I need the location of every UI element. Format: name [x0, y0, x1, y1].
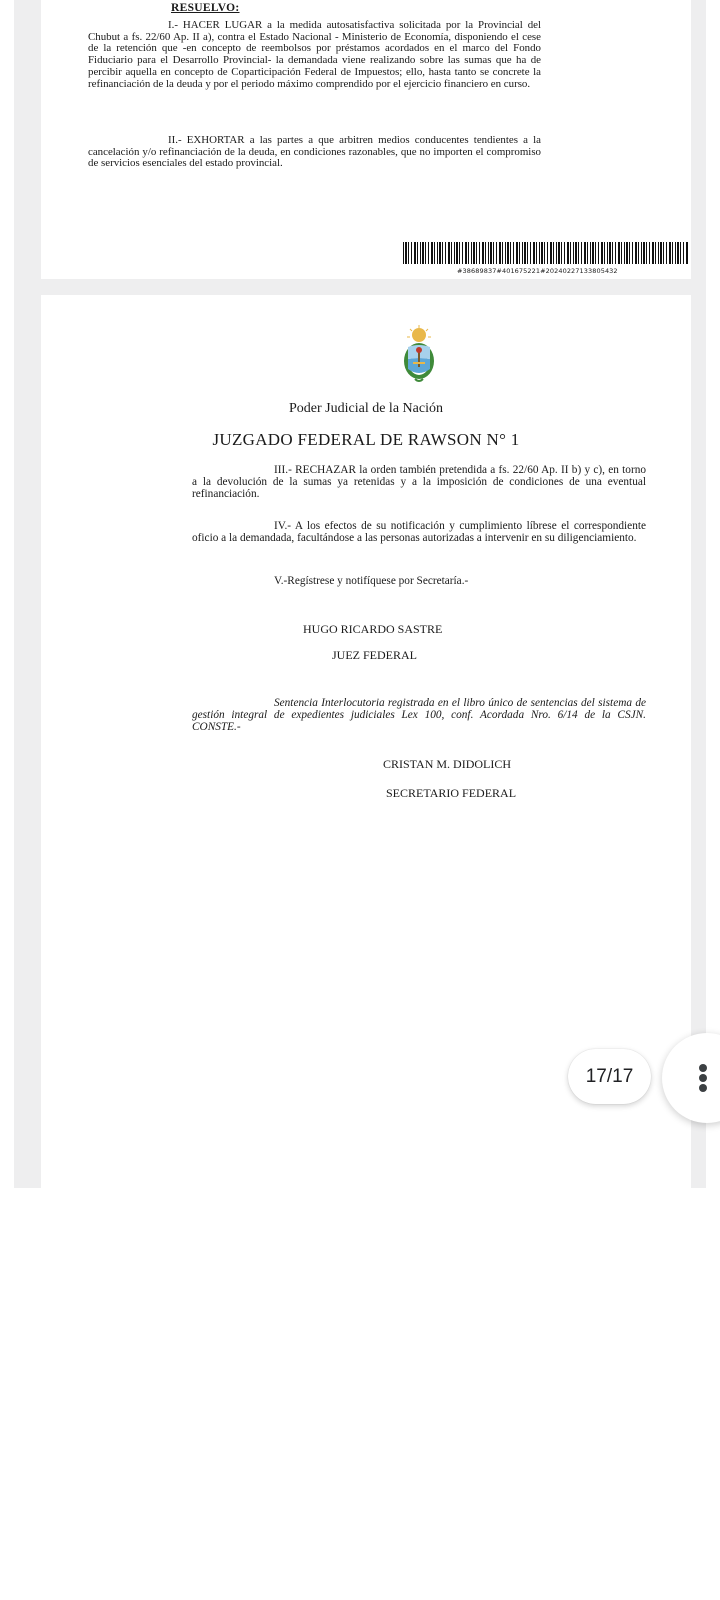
more-vert-icon [699, 1064, 707, 1072]
secretary-name: CRISTAN M. DIDOLICH [383, 757, 512, 771]
document-page-16 [41, 0, 691, 279]
barcode [403, 242, 688, 264]
paragraph-v: V.-Regístrese y notifíquese por Secretaría.- [274, 575, 469, 587]
barcode-number: #38689837#401675221#20240227133805432 [457, 267, 618, 275]
paragraph-iii: III.- RECHAZAR la orden también pretendida a fs. 22/60 Ap. II b) y c), en torno a la devolución de la sumas ya retenidas y a la imposición de condiciones de una eventual refinanciación. [192, 464, 646, 500]
secretary-title: SECRETARIO FEDERAL [386, 786, 517, 800]
more-vert-icon-dot [699, 1084, 707, 1092]
paragraph-i: I.- HACER LUGAR a la medida autosatisfactiva solicitada por la Provincial del Chubut a fs. 22/60 Ap. II a), contra el Estado Nacional - Ministerio de Economía, disponiendo el cese de la retención que -en concepto de reembolsos por préstamos acordados en el marco del Fondo Fiduciario para el Desarrollo Provincial- la demandada viene realizando sobre las sumas que ha de percibir aquella en concepto de Coparticipación Federal de Impuestos; ello, hasta tanto se concrete la refinanciación de la deuda y por el periodo máximo comprendido por el ejercicio financiero en curso. [88, 19, 541, 90]
court-name: Poder Judicial de la Nación [289, 401, 443, 416]
paragraph-iv: IV.- A los efectos de su notificación y cumplimiento líbrese el correspondiente oficio a la demandada, facultándose a las personas autorizadas a intervenir en su diligenciamiento. [192, 520, 646, 544]
page-number-indicator[interactable]: 17/17 [568, 1049, 651, 1104]
judge-title: JUEZ FEDERAL [332, 648, 417, 662]
registration-note: Sentencia Interlocutoria registrada en el libro único de sentencias del sistema de gestión integral de expedientes judiciales Lex 100, conf. Acordada Nro. 6/14 de la CSJN. CONSTE.- [192, 697, 646, 733]
paragraph-ii: II.- EXHORTAR a las partes a que arbitren medios conducentes tendientes a la cancelación y/o refinanciación de la deuda, en condiciones razonables, que no importen el compromiso de servicios esenciales del estado provincial. [88, 134, 541, 170]
argentina-coat-of-arms-icon [397, 325, 441, 385]
resuelvo-heading: RESUELVO: [171, 2, 240, 14]
judge-name: HUGO RICARDO SASTRE [303, 622, 443, 636]
more-vert-icon-dot [699, 1074, 707, 1082]
court-title: JUZGADO FEDERAL DE RAWSON N° 1 [212, 430, 520, 449]
